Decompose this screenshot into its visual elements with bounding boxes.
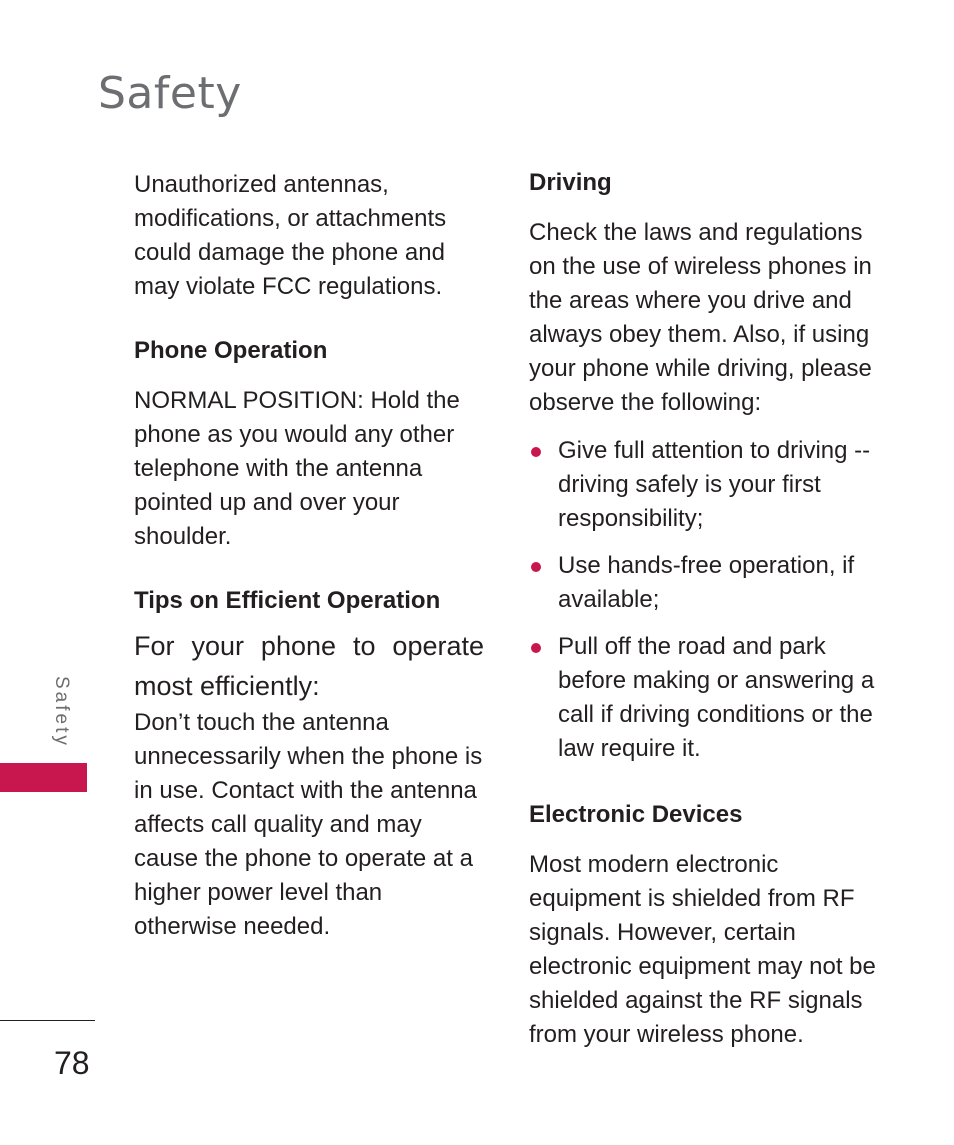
- bullet-icon: [531, 447, 541, 457]
- page-title: Safety: [98, 68, 242, 119]
- list-item: [529, 434, 884, 536]
- phone-operation-text: NORMAL POSITION: Hold the phone as you would any other telephone with the antenna pointed up and over your shoulder.: [134, 387, 460, 550]
- bullet-icon: [531, 643, 541, 653]
- list-item: [529, 549, 884, 617]
- bullet-text: Pull off the road and park before making or answering a call if driving conditions or the law require it.: [558, 633, 875, 762]
- driving-text: Check the laws and regulations on the use of wireless phones in the areas where you drive and always obey them. Also, if using your phone while driving, please observe the following:: [529, 219, 872, 416]
- page-number: 78: [54, 1045, 90, 1081]
- tips-heading: Tips on Efficient Operation: [134, 587, 441, 614]
- section-tab-marker: [0, 763, 87, 792]
- list-item: [529, 630, 884, 766]
- footer-divider: [0, 1020, 95, 1021]
- electronic-devices-text: Most modern electronic equipment is shielded from RF signals. However, certain electronic equipment may not be shielded against the RF signals from your wireless phone.: [529, 851, 876, 1048]
- side-section-label: Safety: [51, 676, 72, 748]
- driving-bullet-list: [529, 434, 884, 766]
- driving-heading: Driving: [529, 169, 612, 196]
- right-column: [529, 168, 884, 1052]
- tips-text: Don’t touch the antenna unnecessarily when the phone is in use. Contact with the antenna affects call quality and may cause the phone to operate at a higher power level than otherwise needed.: [134, 709, 483, 940]
- bullet-text: Give full attention to driving -- driving safely is your first responsibility;: [558, 437, 871, 532]
- phone-operation-heading: Phone Operation: [134, 337, 328, 364]
- electronic-devices-heading: Electronic Devices: [529, 801, 743, 828]
- tips-lead: For your phone to operate most efficiently:: [134, 631, 484, 701]
- intro-paragraph: Unauthorized antennas, modifications, or attachments could damage the phone and may violate FCC regulations.: [134, 171, 447, 300]
- bullet-icon: [531, 562, 541, 572]
- bullet-text: Use hands-free operation, if available;: [558, 552, 855, 613]
- left-column: [134, 168, 484, 944]
